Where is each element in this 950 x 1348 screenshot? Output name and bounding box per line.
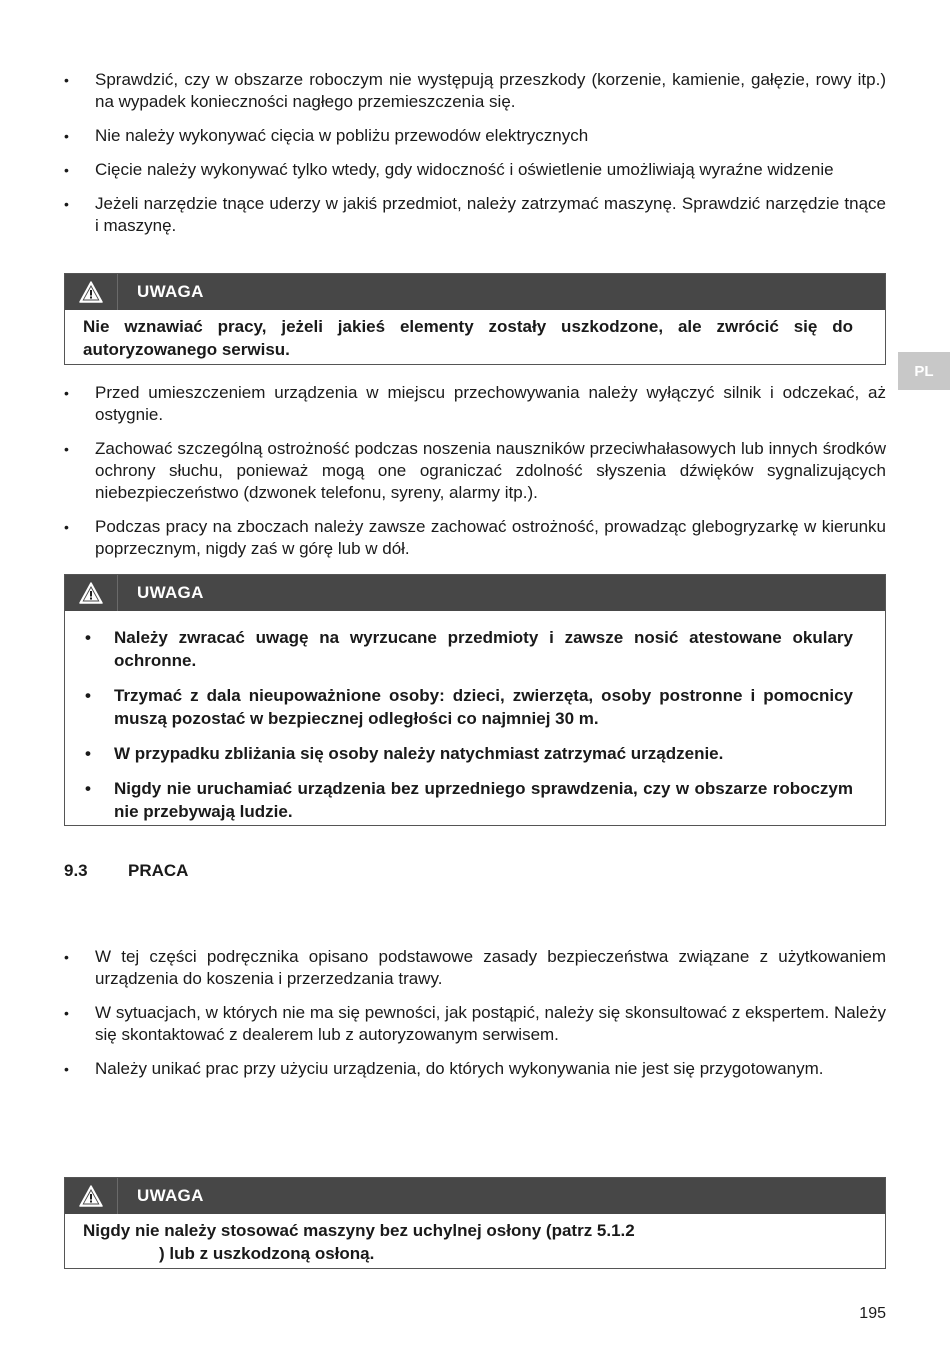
warning-label: UWAGA: [137, 583, 204, 602]
warning-box-1: [64, 273, 886, 365]
list-item: • Trzymać z dala nieupoważnione osoby: dzieci, zwierzęta, osoby postronne i pomocnicy muszą pozostać w bezpiecznej odległości co najmniej 30 m.: [83, 684, 853, 730]
warning-box-3: [64, 1177, 886, 1269]
warning-list: [65, 611, 885, 831]
list-item: • Podczas pracy na zboczach należy zawsze zachować ostrożność, prowadząc glebogryzarkę w kierunku poprzecznym, nigdy zaś w górę lub w dół.: [64, 516, 886, 560]
warning-text-line-2: ) lub z uszkodzoną osłoną.: [159, 1244, 375, 1263]
list-item: • Nigdy nie uruchamiać urządzenia bez uprzedniego sprawdzenia, czy w obszarze roboczym nie przebywają ludzie.: [83, 777, 853, 823]
warning-box-2: [64, 574, 886, 826]
warning-label: UWAGA: [137, 282, 204, 301]
list-item: • Zachować szczególną ostrożność podczas noszenia nauszników przeciwhałasowych lub innych środków ochrony słuchu, ponieważ mogą one ograniczać zdolność słyszenia dźwięków sygnalizujących niebezpieczeństwo (dzwonek telefonu, syreny, alarmy itp.).: [64, 438, 886, 504]
list-item: • Nie należy wykonywać cięcia w pobliżu przewodów elektrycznych: [64, 125, 886, 147]
bullet-list-middle: [64, 382, 886, 560]
list-item: • Sprawdzić, czy w obszarze roboczym nie występują przeszkody (korzenie, kamienie, gałęzie, rowy itp.) na wypadek konieczności nagłego przemieszczenia się.: [64, 69, 886, 113]
list-item: • Należy zwracać uwagę na wyrzucane przedmioty i zawsze nosić atestowane okulary ochronne.: [83, 626, 853, 672]
warning-text: [65, 1214, 885, 1273]
warning-triangle-icon: [65, 1178, 118, 1214]
warning-header: [65, 1178, 885, 1214]
list-item: • W przypadku zbliżania się osoby należy natychmiast zatrzymać urządzenie.: [83, 742, 853, 765]
list-item: • Cięcie należy wykonywać tylko wtedy, gdy widoczność i oświetlenie umożliwiają wyraźne widzenie: [64, 159, 886, 181]
list-item: • Jeżeli narzędzie tnące uderzy w jakiś przedmiot, należy zatrzymać maszynę. Sprawdzić narzędzie tnące i maszynę.: [64, 193, 886, 237]
section-title: PRACA: [128, 861, 189, 880]
warning-header: [65, 575, 885, 611]
list-item: • W sytuacjach, w których nie ma się pewności, jak postąpić, należy się skonsultować z ekspertem. Należy się skontaktować z dealerem lub z autoryzowanym serwisem.: [64, 1002, 886, 1046]
warning-triangle-icon: [65, 274, 118, 310]
language-tab: PL: [898, 352, 950, 390]
warning-triangle-icon: [65, 575, 118, 611]
list-item: • W tej części podręcznika opisano podstawowe zasady bezpieczeństwa związane z użytkowaniem urządzenia do koszenia i przerzedzania trawy.: [64, 946, 886, 990]
warning-text: Nie wznawiać pracy, jeżeli jakieś elementy zostały uszkodzone, ale zwrócić się do autoryzowanego serwisu.: [83, 317, 853, 359]
section-heading: [64, 861, 188, 881]
section-number: 9.3: [64, 861, 88, 880]
list-item: • Należy unikać prac przy użyciu urządzenia, do których wykonywania nie jest się przygotowanym.: [64, 1058, 886, 1080]
bullet-list-top: [64, 69, 886, 237]
warning-text-line-1: Nigdy nie należy stosować maszyny bez uchylnej osłony (patrz 5.1.2: [83, 1221, 635, 1240]
page-number: 195: [859, 1305, 886, 1322]
bullet-list-bottom: [64, 946, 886, 1080]
warning-header: [65, 274, 885, 310]
list-item: • Przed umieszczeniem urządzenia w miejscu przechowywania należy wyłączyć silnik i odczekać, aż ostygnie.: [64, 382, 886, 426]
warning-label: UWAGA: [137, 1186, 204, 1205]
